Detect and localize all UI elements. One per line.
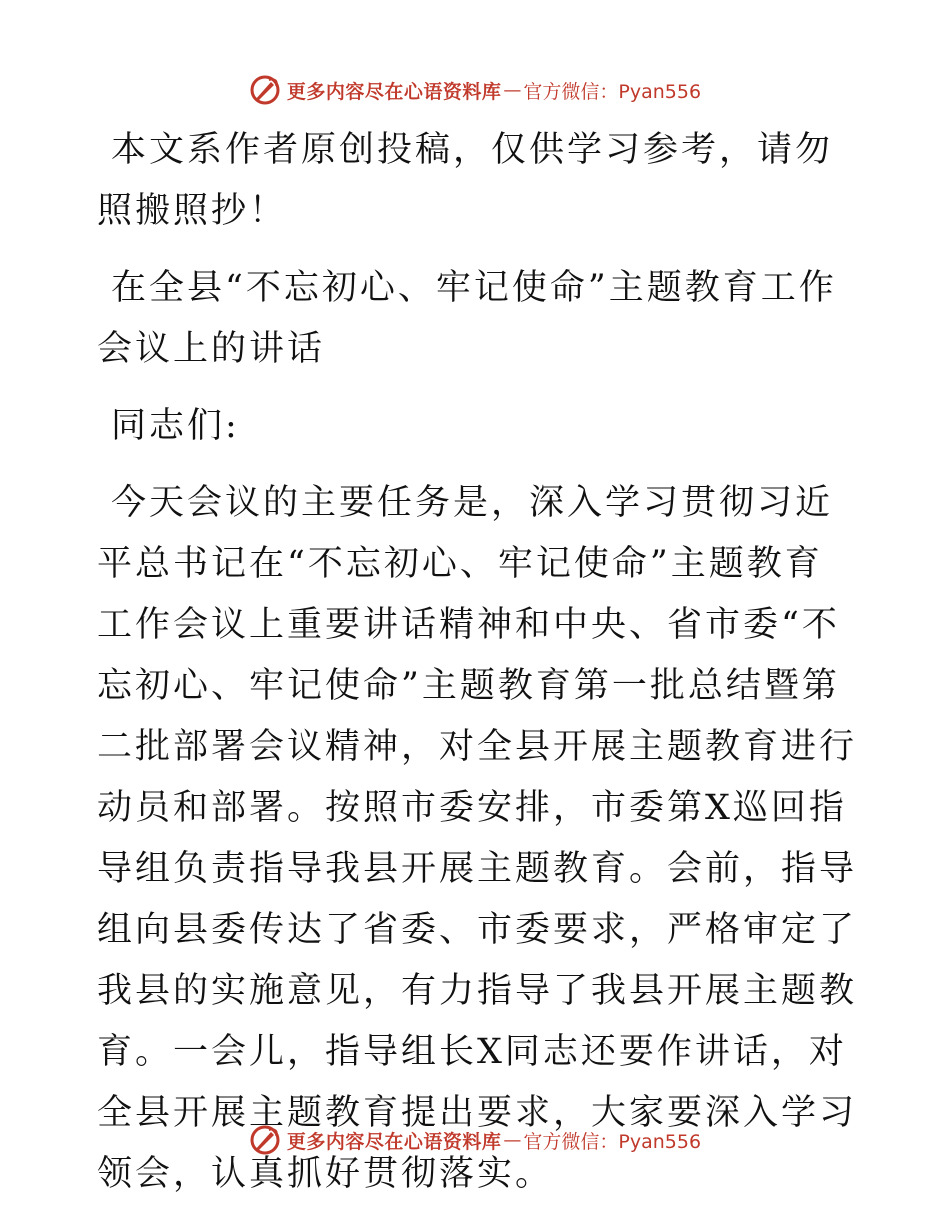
header-watermark: [0, 70, 950, 110]
copyright-notice: 本文系作者原创投稿，仅供学习参考，请勿照搬照抄！: [97, 130, 834, 231]
greeting: 同志们:: [111, 406, 240, 446]
footer-dash: —: [503, 1129, 522, 1151]
document-body: [97, 120, 857, 1205]
quill-logo-icon: [249, 1124, 281, 1156]
header-wechat: 官方微信：Pyan556: [523, 80, 702, 103]
footer-site-name: 更多内容尽在心语资料库: [286, 1130, 502, 1153]
header-site-name: 更多内容尽在心语资料库: [286, 80, 502, 103]
footer-watermark: [0, 1120, 950, 1160]
footer-wechat: 官方微信：Pyan556: [523, 1130, 702, 1153]
quill-logo-icon: [249, 74, 281, 106]
header-dash: —: [503, 79, 522, 101]
body-paragraph: 今天会议的主要任务是，深入学习贯彻习近平总书记在“不忘初心、牢记使命”主题教育工作会议上重要讲话精神和中央、省市委“不忘初心、牢记使命”主题教育第一批总结暨第二批部署会议精神，对全县开展主题教育进行动员和部署。按照市委安排，市委第X巡回指导组负责指导我县开展主题教育。会前，指导组向县委传达了省委、市委要求，严格审定了我县的实施意见，有力指导了我县开展主题教育。一会儿，指导组长X同志还要作讲话，对全县开展主题教育提出要求，大家要深入学习领会，认真抓好贯彻落实。: [97, 483, 858, 1194]
speech-title: 在全县“不忘初心、牢记使命”主题教育工作会议上的讲话: [97, 268, 837, 369]
